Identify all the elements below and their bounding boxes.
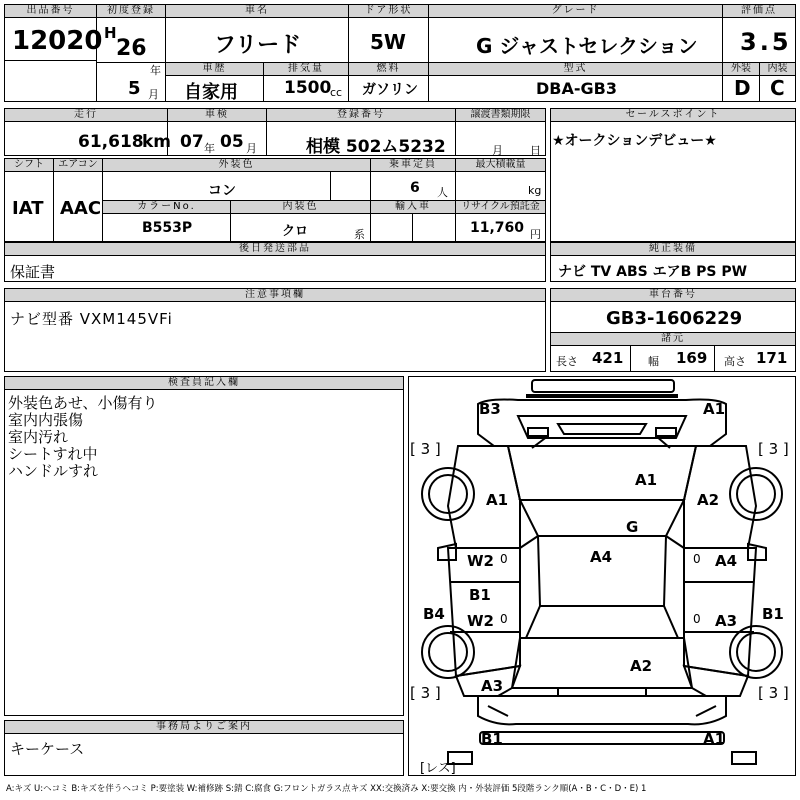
fuel: ガソリン [362, 82, 418, 98]
notes: ナビ型番 VXM145VFi [10, 310, 173, 328]
inspector-line: 外装色あせ、小傷有り [8, 394, 158, 412]
color-no-label: カラーNo. [103, 201, 230, 214]
mark-zero-right-rear: 0 [693, 612, 701, 626]
sales-label: セールスポイント [551, 109, 795, 122]
mark-a3-rear-left: A3 [481, 677, 504, 695]
mark-a3-right-rear-door: A3 [715, 612, 738, 630]
later-parts-label: 後日発送部品 [5, 243, 545, 256]
load-label: 最大積載量 [456, 159, 545, 172]
color-number: B553P [142, 220, 193, 236]
door-label: ドア形状 [349, 5, 428, 18]
fuel-label: 燃料 [349, 63, 428, 76]
mileage-label: 走行 [5, 109, 167, 122]
inspector-line: 室内汚れ [8, 428, 69, 446]
mark-a1-rear-bumper: A1 [703, 730, 726, 748]
year-unit: 年 [150, 64, 161, 77]
mileage-unit: km [142, 132, 172, 152]
score-label: 評価点 [723, 5, 795, 18]
later-parts: 保証書 [10, 263, 56, 281]
car-name-label: 車名 [166, 5, 348, 18]
chassis-label: 車台番号 [551, 289, 795, 302]
mark-zero-right-front: 0 [693, 552, 701, 566]
plate-label: 登録番号 [267, 109, 455, 122]
mark-b3-front-bumper: B3 [479, 400, 501, 418]
mark-bracket-right-bottom: [ 3 ] [758, 684, 789, 702]
capacity-label: 乗車定員 [371, 159, 455, 172]
inspection-year-unit: 年 [204, 142, 215, 155]
inspection-year: 07 [180, 132, 204, 152]
era: H [104, 24, 117, 42]
sales-point: ★オークションデビュー★ [552, 133, 717, 149]
mark-b1-left-rear-door: B1 [469, 586, 491, 604]
history-label: 車歴 [166, 63, 263, 76]
inspector-label: 検査員記入欄 [5, 377, 403, 390]
car-name: フリード [214, 33, 302, 58]
grade-label: グレード [429, 5, 722, 18]
mark-bracket-left-top: [ 3 ] [410, 440, 441, 458]
model-label: 型式 [429, 63, 722, 76]
interior-color: クロ [282, 224, 309, 239]
car-diagram [408, 376, 796, 776]
score: 3.5 [740, 28, 792, 56]
mark-b4-left-side: B4 [423, 605, 445, 623]
length-label: 長さ [556, 355, 578, 368]
mark-b1-right-side: B1 [762, 605, 784, 623]
spec-label: 諸元 [551, 333, 795, 346]
capacity-unit: 人 [437, 186, 448, 199]
mark-g-windshield: G [626, 518, 639, 536]
inspector-line: 室内内張傷 [8, 411, 84, 429]
load-unit: kg [528, 184, 542, 197]
inspector-line: シートすれ中 [8, 445, 98, 463]
ac-label: エアコン [54, 159, 102, 172]
mark-a1-hood: A1 [635, 471, 658, 489]
shift: IAT [12, 198, 44, 219]
height-label: 高さ [724, 355, 746, 368]
displacement: 1500 [284, 78, 332, 98]
first-reg-month: 5 [128, 78, 141, 99]
ext-label: 外装 [723, 63, 759, 76]
inspection-label: 車検 [168, 109, 266, 122]
equipment-label: 純正装備 [551, 243, 795, 256]
ext-grade: D [734, 76, 751, 100]
mark-zero-left-rear: 0 [500, 612, 508, 626]
shift-label: シフト [5, 159, 53, 172]
mark-a1-left-fender: A1 [486, 491, 509, 509]
mark-a2-right-fender: A2 [697, 491, 720, 509]
first-reg-year: 26 [116, 36, 147, 61]
exterior-color: コン [208, 183, 236, 199]
import-label: 輸入車 [371, 201, 455, 214]
mark-a1-front-bumper: A1 [703, 400, 726, 418]
grade: G ジャストセレクション [476, 34, 698, 58]
mark-a4-right-front-door: A4 [715, 552, 738, 570]
recycle-unit: 円 [530, 228, 541, 241]
displacement-label: 排気量 [264, 63, 348, 76]
mileage: 61,618 [78, 132, 144, 152]
mark-a2-tailgate: A2 [630, 657, 653, 675]
mark-zero-left-front: 0 [500, 552, 508, 566]
plate-number: 相模 502ム5232 [306, 137, 446, 157]
mark-bracket-right-top: [ 3 ] [758, 440, 789, 458]
interior-color-label: 内装色 [231, 201, 370, 214]
mark-bracket-left-bottom: [ 3 ] [410, 684, 441, 702]
month-unit: 月 [148, 88, 159, 101]
width-label: 幅 [648, 355, 659, 368]
mark-b1-rear-bumper: B1 [481, 730, 503, 748]
lot-number: 12020 [12, 26, 103, 56]
width: 169 [676, 349, 708, 367]
air-conditioner: AAC [60, 198, 102, 219]
capacity: 6 [410, 180, 420, 196]
office-note: キーケース [10, 740, 85, 758]
mark-spare-tire-less: [レス] [420, 761, 456, 776]
recycle-fee: 11,760 [470, 220, 525, 236]
legend: A:キズ U:ヘコミ B:キズを伴うヘコミ P:要塗装 W:補修跡 S:錆 C:腐食 G:フロントガラス点キズ XX:交換済み X:要交換 内・外装評価 5段階ランク順(A・B・C・D・E) 1 [6, 784, 647, 794]
inspection-month: 05 [220, 132, 244, 152]
transfer-month-unit: 月 [492, 144, 503, 157]
sales-point-box [550, 108, 796, 242]
model-code: DBA-GB3 [536, 79, 617, 98]
first-reg-label: 初度登録 [97, 5, 165, 18]
interior-color-unit: 系 [354, 228, 365, 241]
transfer-label: 譲渡書類期限 [456, 109, 545, 122]
inspector-line: ハンドルすれ [8, 462, 99, 480]
transfer-day-unit: 日 [530, 144, 541, 157]
int-grade: C [770, 76, 785, 100]
height: 171 [756, 349, 788, 367]
mark-a4-roof: A4 [590, 548, 613, 566]
inspector-notes [8, 395, 158, 480]
lot-label: 出品番号 [5, 5, 96, 18]
color-label: 外装色 [103, 159, 370, 172]
mark-w2-left-front-door: W2 [467, 552, 494, 570]
recycle-label: リサイクル預託金 [456, 201, 545, 214]
length: 421 [592, 349, 624, 367]
office-label: 事務局よりご案内 [5, 721, 403, 734]
int-label: 内装 [760, 63, 795, 76]
notes-label: 注意事項欄 [5, 289, 545, 302]
door-type: 5W [370, 30, 406, 54]
displacement-unit: cc [330, 86, 343, 99]
equipment: ナビ TV ABS エアB PS PW [558, 264, 748, 280]
mark-w2-left-rear-door: W2 [467, 612, 494, 630]
chassis-number: GB3-1606229 [606, 308, 743, 329]
car-history: 自家用 [184, 82, 238, 103]
inspection-month-unit: 月 [246, 142, 257, 155]
